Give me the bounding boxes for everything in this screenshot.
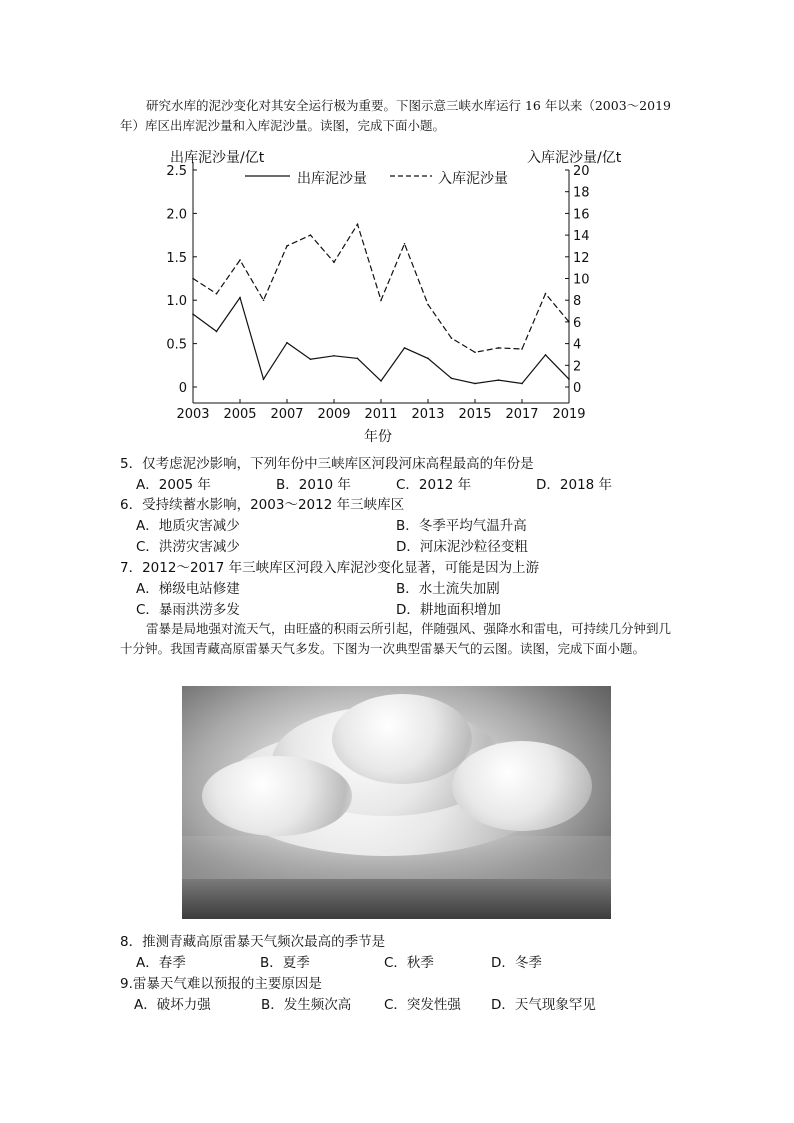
outflow-point-2004 <box>216 331 218 333</box>
q5-option-b[interactable]: B．2010 年 <box>276 477 351 493</box>
right-tick-label: 8 <box>573 294 582 310</box>
outflow-point-2018 <box>545 354 547 356</box>
inflow-point-2008 <box>310 234 312 236</box>
left-tick-label: 2.0 <box>166 207 187 223</box>
outflow-point-2014 <box>451 378 453 380</box>
q5-option-a[interactable]: A．2005 年 <box>136 477 211 493</box>
q9-option-d[interactable]: D．天气现象罕见 <box>491 997 596 1013</box>
q6-stem: 6．受持续蓄水影响，2003～2012 年三峡库区 <box>120 497 405 513</box>
q8-option-b[interactable]: B．夏季 <box>260 955 310 971</box>
outflow-point-2010 <box>357 358 359 360</box>
outflow-point-2013 <box>427 358 429 360</box>
q9-option-c[interactable]: C．突发性强 <box>384 997 461 1013</box>
right-tick-label: 10 <box>573 272 590 288</box>
right-tick-label: 18 <box>573 185 590 201</box>
q8-option-c[interactable]: C．秋季 <box>384 955 434 971</box>
left-tick-label: 0.5 <box>166 337 187 353</box>
inflow-point-2009 <box>333 261 335 263</box>
inflow-point-2019 <box>568 321 570 323</box>
outflow-point-2019 <box>568 378 570 380</box>
x-axis-title: 年份 <box>364 429 392 445</box>
left-tick-label: 1.5 <box>166 250 187 266</box>
q7-option-c[interactable]: C．暴雨洪涝多发 <box>136 602 240 618</box>
outflow-point-2011 <box>380 380 382 382</box>
q5-stem: 5．仅考虑泥沙影响，下列年份中三峡库区河段河床高程最高的年份是 <box>120 456 534 472</box>
x-tick-label: 2017 <box>505 407 539 422</box>
q7-stem: 7．2012～2017 年三峡库区河段入库泥沙变化显著，可能是因为上游 <box>120 560 540 576</box>
inflow-point-2007 <box>286 245 288 247</box>
inflow-point-2011 <box>380 299 382 301</box>
right-tick-label: 4 <box>573 337 582 353</box>
x-tick-label: 2011 <box>364 407 398 422</box>
q6-option-a[interactable]: A．地质灾害减少 <box>136 518 240 534</box>
x-tick-label: 2003 <box>176 407 210 422</box>
inflow-point-2015 <box>474 351 476 353</box>
q9-option-a[interactable]: A．破坏力强 <box>134 997 211 1013</box>
outflow-point-2007 <box>286 342 288 344</box>
left-tick-label: 0 <box>178 381 187 396</box>
outflow-point-2006 <box>263 378 265 380</box>
left-tick-label: 2.5 <box>166 164 187 179</box>
x-tick-label: 2015 <box>458 407 492 422</box>
inflow-point-2004 <box>216 293 218 295</box>
outflow-point-2005 <box>239 297 241 299</box>
q6-option-b[interactable]: B．冬季平均气温升高 <box>396 518 527 534</box>
intro-paragraph-1: 研究水库的泥沙变化对其安全运行极为重要。下图示意三峡水库运行 16 年以来（2003～2019 年）库区出库泥沙量和入库泥沙量。读图，完成下面小题。 <box>120 98 671 133</box>
q6-option-d[interactable]: D．河床泥沙粒径变粗 <box>396 539 528 555</box>
right-tick-label: 12 <box>573 250 590 266</box>
outflow-point-2016 <box>498 379 500 381</box>
right-tick-label: 20 <box>573 164 590 179</box>
left-axis-title: 出库泥沙量/亿t <box>170 150 265 166</box>
outflow-point-2003 <box>192 313 194 315</box>
q5-option-d[interactable]: D．2018 年 <box>536 477 613 493</box>
inflow-point-2006 <box>263 299 265 301</box>
thunderstorm-cloud-photo <box>182 686 611 919</box>
x-tick-label: 2009 <box>317 407 351 422</box>
inflow-point-2017 <box>521 348 523 350</box>
x-tick-label: 2005 <box>223 407 257 422</box>
right-tick-label: 6 <box>573 315 582 331</box>
x-tick-label: 2013 <box>411 407 445 422</box>
q8-option-d[interactable]: D．冬季 <box>491 955 542 971</box>
q9-stem: 9.雷暴天气难以预报的主要原因是 <box>120 976 322 992</box>
q7-option-b[interactable]: B．水土流失加剧 <box>396 581 500 597</box>
sediment-chart <box>0 140 794 460</box>
inflow-point-2010 <box>357 223 359 225</box>
inflow-point-2016 <box>498 347 500 349</box>
inflow-point-2018 <box>545 293 547 295</box>
right-tick-label: 2 <box>573 359 582 375</box>
legend-solid-label: 出库泥沙量 <box>297 171 367 187</box>
q8-stem: 8．推测青藏高原雷暴天气频次最高的季节是 <box>120 934 386 950</box>
q5-option-c[interactable]: C．2012 年 <box>396 477 472 493</box>
left-tick-label: 1.0 <box>166 294 187 310</box>
inflow-sediment-line <box>193 224 569 352</box>
q7-option-a[interactable]: A．梯级电站修建 <box>136 581 240 597</box>
outflow-point-2008 <box>310 358 312 360</box>
q8-option-a[interactable]: A．春季 <box>136 955 186 971</box>
right-tick-label: 14 <box>573 229 590 245</box>
inflow-point-2013 <box>427 304 429 306</box>
outflow-point-2017 <box>521 383 523 385</box>
inflow-point-2012 <box>404 243 406 245</box>
right-axis-title: 入库泥沙量/亿t <box>527 150 622 166</box>
x-tick-label: 2019 <box>552 407 586 422</box>
outflow-point-2015 <box>474 383 476 385</box>
legend-dashed-label: 入库泥沙量 <box>438 171 508 187</box>
q6-option-c[interactable]: C．洪涝灾害减少 <box>136 539 240 555</box>
q7-option-d[interactable]: D．耕地面积增加 <box>396 602 501 618</box>
intro-paragraph-2: 雷暴是局地强对流天气，由旺盛的积雨云所引起，伴随强风、强降水和雷电，可持续几分钟到几十分钟。我国青藏高原雷暴天气多发。下图为一次典型雷暴天气的云图。读图，完成下面小题。 <box>120 621 672 656</box>
outflow-point-2012 <box>404 347 406 349</box>
outflow-point-2009 <box>333 355 335 357</box>
outflow-sediment-line <box>193 298 569 384</box>
right-tick-label: 16 <box>573 207 590 223</box>
right-tick-label: 0 <box>573 381 582 396</box>
inflow-point-2014 <box>451 337 453 339</box>
x-tick-label: 2007 <box>270 407 304 422</box>
q9-option-b[interactable]: B．发生频次高 <box>261 997 352 1013</box>
inflow-point-2005 <box>239 259 241 261</box>
inflow-point-2003 <box>192 278 194 280</box>
